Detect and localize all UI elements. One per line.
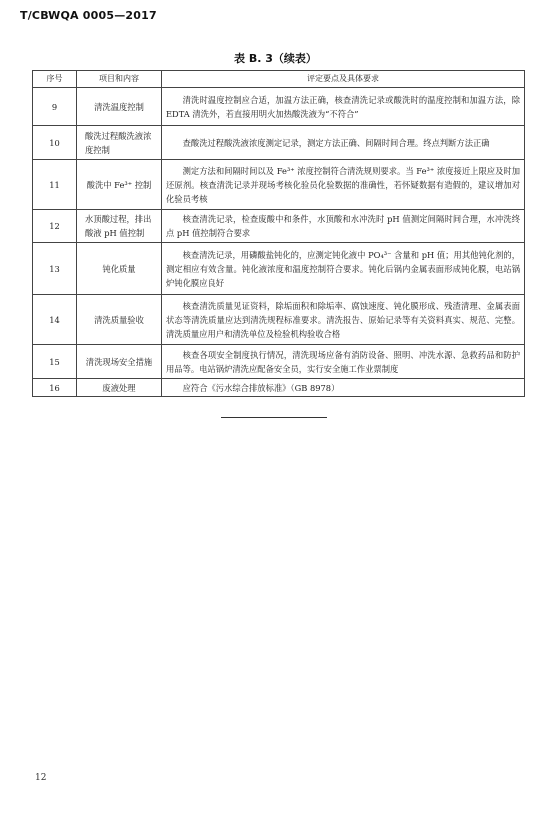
row-requirement: 应符合《污水综合排放标准》（GB 8978）: [162, 379, 525, 397]
row-number: 14: [33, 295, 77, 345]
row-item: 酸洗中 Fe³⁺ 控制: [77, 160, 162, 210]
row-requirement: 核查清洗记录，用磷酸盐钝化的，应测定钝化液中 PO₄³⁻ 含量和 pH 值；用其他钝化剂的，测定相应有效含量。钝化液浓度和温度控制符合要求。钝化后锅内金属表面形成钝化膜，电站锅炉钝化膜应良好: [162, 243, 525, 295]
row-item: 清洗质量验收: [77, 295, 162, 345]
row-number: 12: [33, 210, 77, 243]
table-row: [33, 126, 525, 160]
table-row: [33, 160, 525, 210]
row-requirement: 核查各项安全制度执行情况，清洗现场应备有消防设备、照明、冲洗水源、急救药品和防护用品等。电站锅炉清洗应配备安全员，实行安全施工作业票制度: [162, 345, 525, 379]
table-row: [33, 210, 525, 243]
table-row: [33, 295, 525, 345]
table-row: [33, 379, 525, 397]
row-number: 16: [33, 379, 77, 397]
table-caption: 表 B. 3（续表）: [234, 52, 317, 65]
evaluation-table: [32, 70, 525, 397]
row-item: 清洗温度控制: [77, 88, 162, 126]
row-requirement: 清洗时温度控制应合适，加温方法正确，核查清洗记录或酸洗时的温度控制和加温方法，除 EDTA 清洗外，若直接用明火加热酸洗液为“不符合”: [162, 88, 525, 126]
document-code: T/CBWQA 0005—2017: [20, 9, 157, 22]
table-row: [33, 243, 525, 295]
column-header-requirement: 评定要点及具体要求: [162, 71, 525, 88]
table-row: [33, 88, 525, 126]
row-number: 11: [33, 160, 77, 210]
row-item: 水顶酸过程，排出酸液 pH 值控制: [77, 210, 162, 243]
row-requirement: 测定方法和间隔时间以及 Fe³⁺ 浓度控制符合清洗规则要求。当 Fe³⁺ 浓度接近上限应及时加还原剂。核查清洗记录并现场考核化验员化验数据的准确性，若怀疑数据有造假的，建议增加对化验员考核: [162, 160, 525, 210]
end-divider: [221, 417, 327, 418]
column-header-item: 项目和内容: [77, 71, 162, 88]
table-row: [33, 345, 525, 379]
row-requirement: 核查清洗质量见证资料，除垢面积和除垢率、腐蚀速度、钝化膜形成、残渣清理、金属表面状态等清洗质量应达到清洗规程标准要求。清洗报告、原始记录等有关资料真实、规范、完整。清洗质量应用户和清洗单位及检验机构验收合格: [162, 295, 525, 345]
row-item: 清洗现场安全措施: [77, 345, 162, 379]
row-item: 废液处理: [77, 379, 162, 397]
row-item: 酸洗过程酸洗液浓度控制: [77, 126, 162, 160]
row-number: 9: [33, 88, 77, 126]
row-item: 钝化质量: [77, 243, 162, 295]
table-header-row: [33, 71, 525, 88]
row-requirement: 查酸洗过程酸洗液浓度测定记录，测定方法正确、间隔时间合理。终点判断方法正确: [162, 126, 525, 160]
row-number: 13: [33, 243, 77, 295]
row-number: 10: [33, 126, 77, 160]
column-header-number: 序号: [33, 71, 77, 88]
row-number: 15: [33, 345, 77, 379]
row-requirement: 核查清洗记录，检查废酸中和条件，水顶酸和水冲洗时 pH 值测定间隔时间合理，水冲洗终点 pH 值控制符合要求: [162, 210, 525, 243]
page-number: 12: [35, 773, 47, 783]
